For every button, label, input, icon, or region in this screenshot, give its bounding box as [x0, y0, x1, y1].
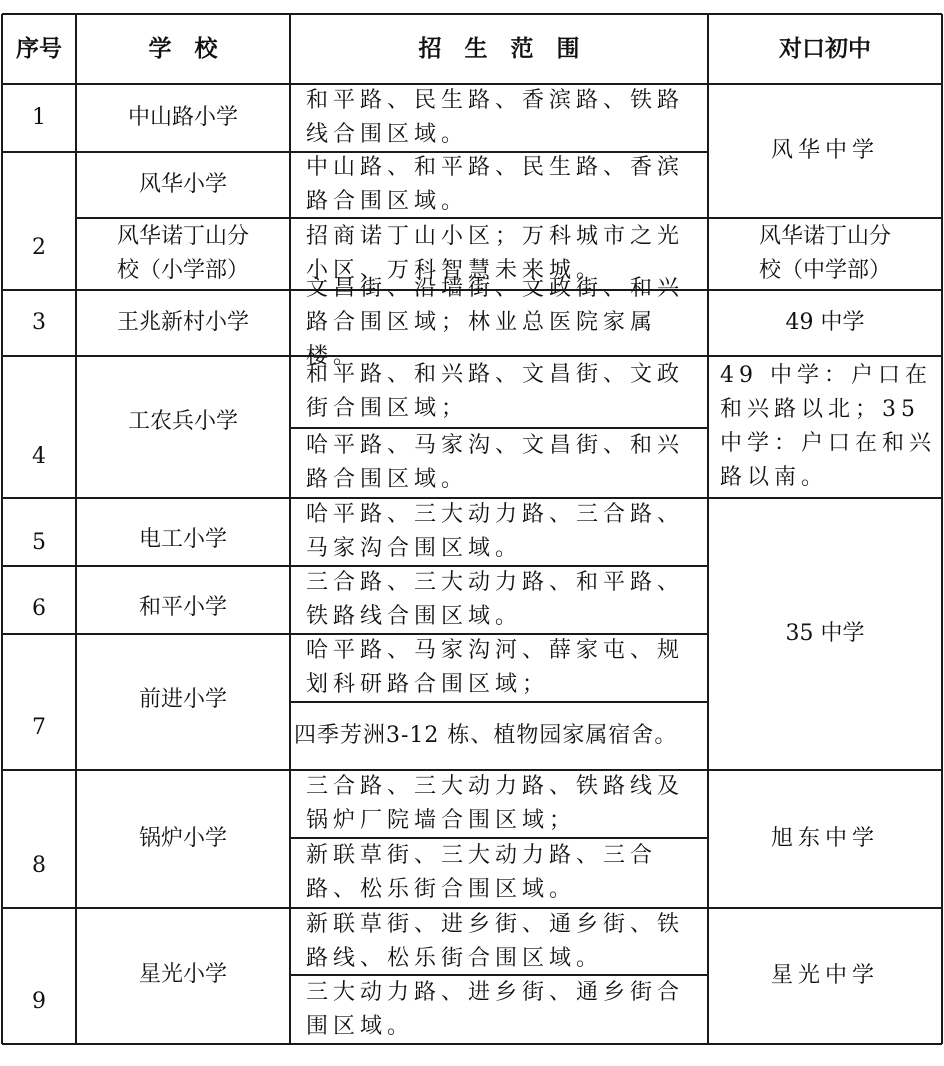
- row-7-number: 7: [32, 715, 46, 740]
- row-1-school: 中山路小学: [127, 105, 238, 130]
- row-6-number: 6: [32, 596, 46, 621]
- row-3-range: 文昌街、沿墙街、文政街、和兴路合围区域；林业总医院家属楼。: [306, 276, 685, 369]
- row-3-school: 王兆新村小学: [116, 310, 249, 335]
- middle-school-fenghua: 风华中学: [770, 138, 879, 163]
- row-3-middle-school: 49 中学: [785, 310, 865, 335]
- header-number: 序号: [16, 36, 62, 62]
- row-2-school-b: 风华诺丁山分校（小学部）: [116, 224, 249, 283]
- row-2-school-a: 风华小学: [138, 172, 227, 197]
- row-8-middle-school: 旭东中学: [770, 826, 879, 851]
- row-1-number: 1: [32, 105, 46, 130]
- row-4-number: 4: [32, 444, 46, 469]
- row-9-middle-school: 星光中学: [770, 963, 879, 988]
- row-4-range-a: 和平路、和兴路、文昌街、文政街合围区域；: [306, 362, 685, 421]
- row-5-range: 哈平路、三大动力路、三合路、马家沟合围区域。: [306, 502, 685, 561]
- row-6-school: 和平小学: [138, 595, 227, 620]
- row-7-school: 前进小学: [138, 687, 227, 712]
- header-middle-school: 对口初中: [779, 36, 871, 62]
- row-9-range-b: 三大动力路、进乡街、通乡街合围区域。: [306, 979, 685, 1039]
- row-9-range-a: 新联草街、进乡街、通乡街、铁路线、松乐街合围区域。: [306, 911, 685, 971]
- header-school: 学 校: [148, 36, 218, 62]
- row-7-range-b: 四季芳洲3-12 栋、植物园家属宿舍。: [294, 723, 678, 748]
- row-3-number: 3: [32, 310, 46, 335]
- row-2-middle-school: 风华诺丁山分校（中学部）: [758, 224, 891, 283]
- row-5-number: 5: [32, 530, 46, 555]
- row-1-range: 和平路、民生路、香滨路、铁路线合围区域。: [306, 88, 685, 147]
- row-2-range-a: 中山路、和平路、民生路、香滨路合围区域。: [306, 155, 685, 214]
- header-enrollment-range: 招 生 范 围: [418, 36, 580, 62]
- row-4-range-b: 哈平路、马家沟、文昌街、和兴路合围区域。: [306, 433, 685, 492]
- row-2-number: 2: [32, 235, 46, 260]
- row-8-range-b: 新联草街、三大动力路、三合路、松乐街合围区域。: [306, 843, 658, 902]
- row-4-middle-school: 49 中学：户口在和兴路以北；35 中学：户口在和兴路以南。: [720, 363, 937, 490]
- row-4-school: 工农兵小学: [127, 409, 238, 434]
- row-8-school: 锅炉小学: [138, 826, 227, 851]
- row-8-number: 8: [32, 853, 46, 878]
- row-7-range-a: 哈平路、马家沟河、薛家屯、规划科研路合围区域；: [306, 638, 685, 697]
- row-5-school: 电工小学: [138, 527, 227, 552]
- row-6-range: 三合路、三大动力路、和平路、铁路线合围区域。: [306, 570, 685, 629]
- row-9-school: 星光小学: [138, 962, 227, 987]
- row-9-number: 9: [32, 989, 46, 1014]
- middle-school-35: 35 中学: [785, 621, 865, 646]
- row-2-range-b: 招商诺丁山小区；万科城市之光小区、万科智慧未来城。: [306, 224, 685, 283]
- row-8-range-a: 三合路、三大动力路、铁路线及锅炉厂院墙合围区域；: [306, 774, 685, 833]
